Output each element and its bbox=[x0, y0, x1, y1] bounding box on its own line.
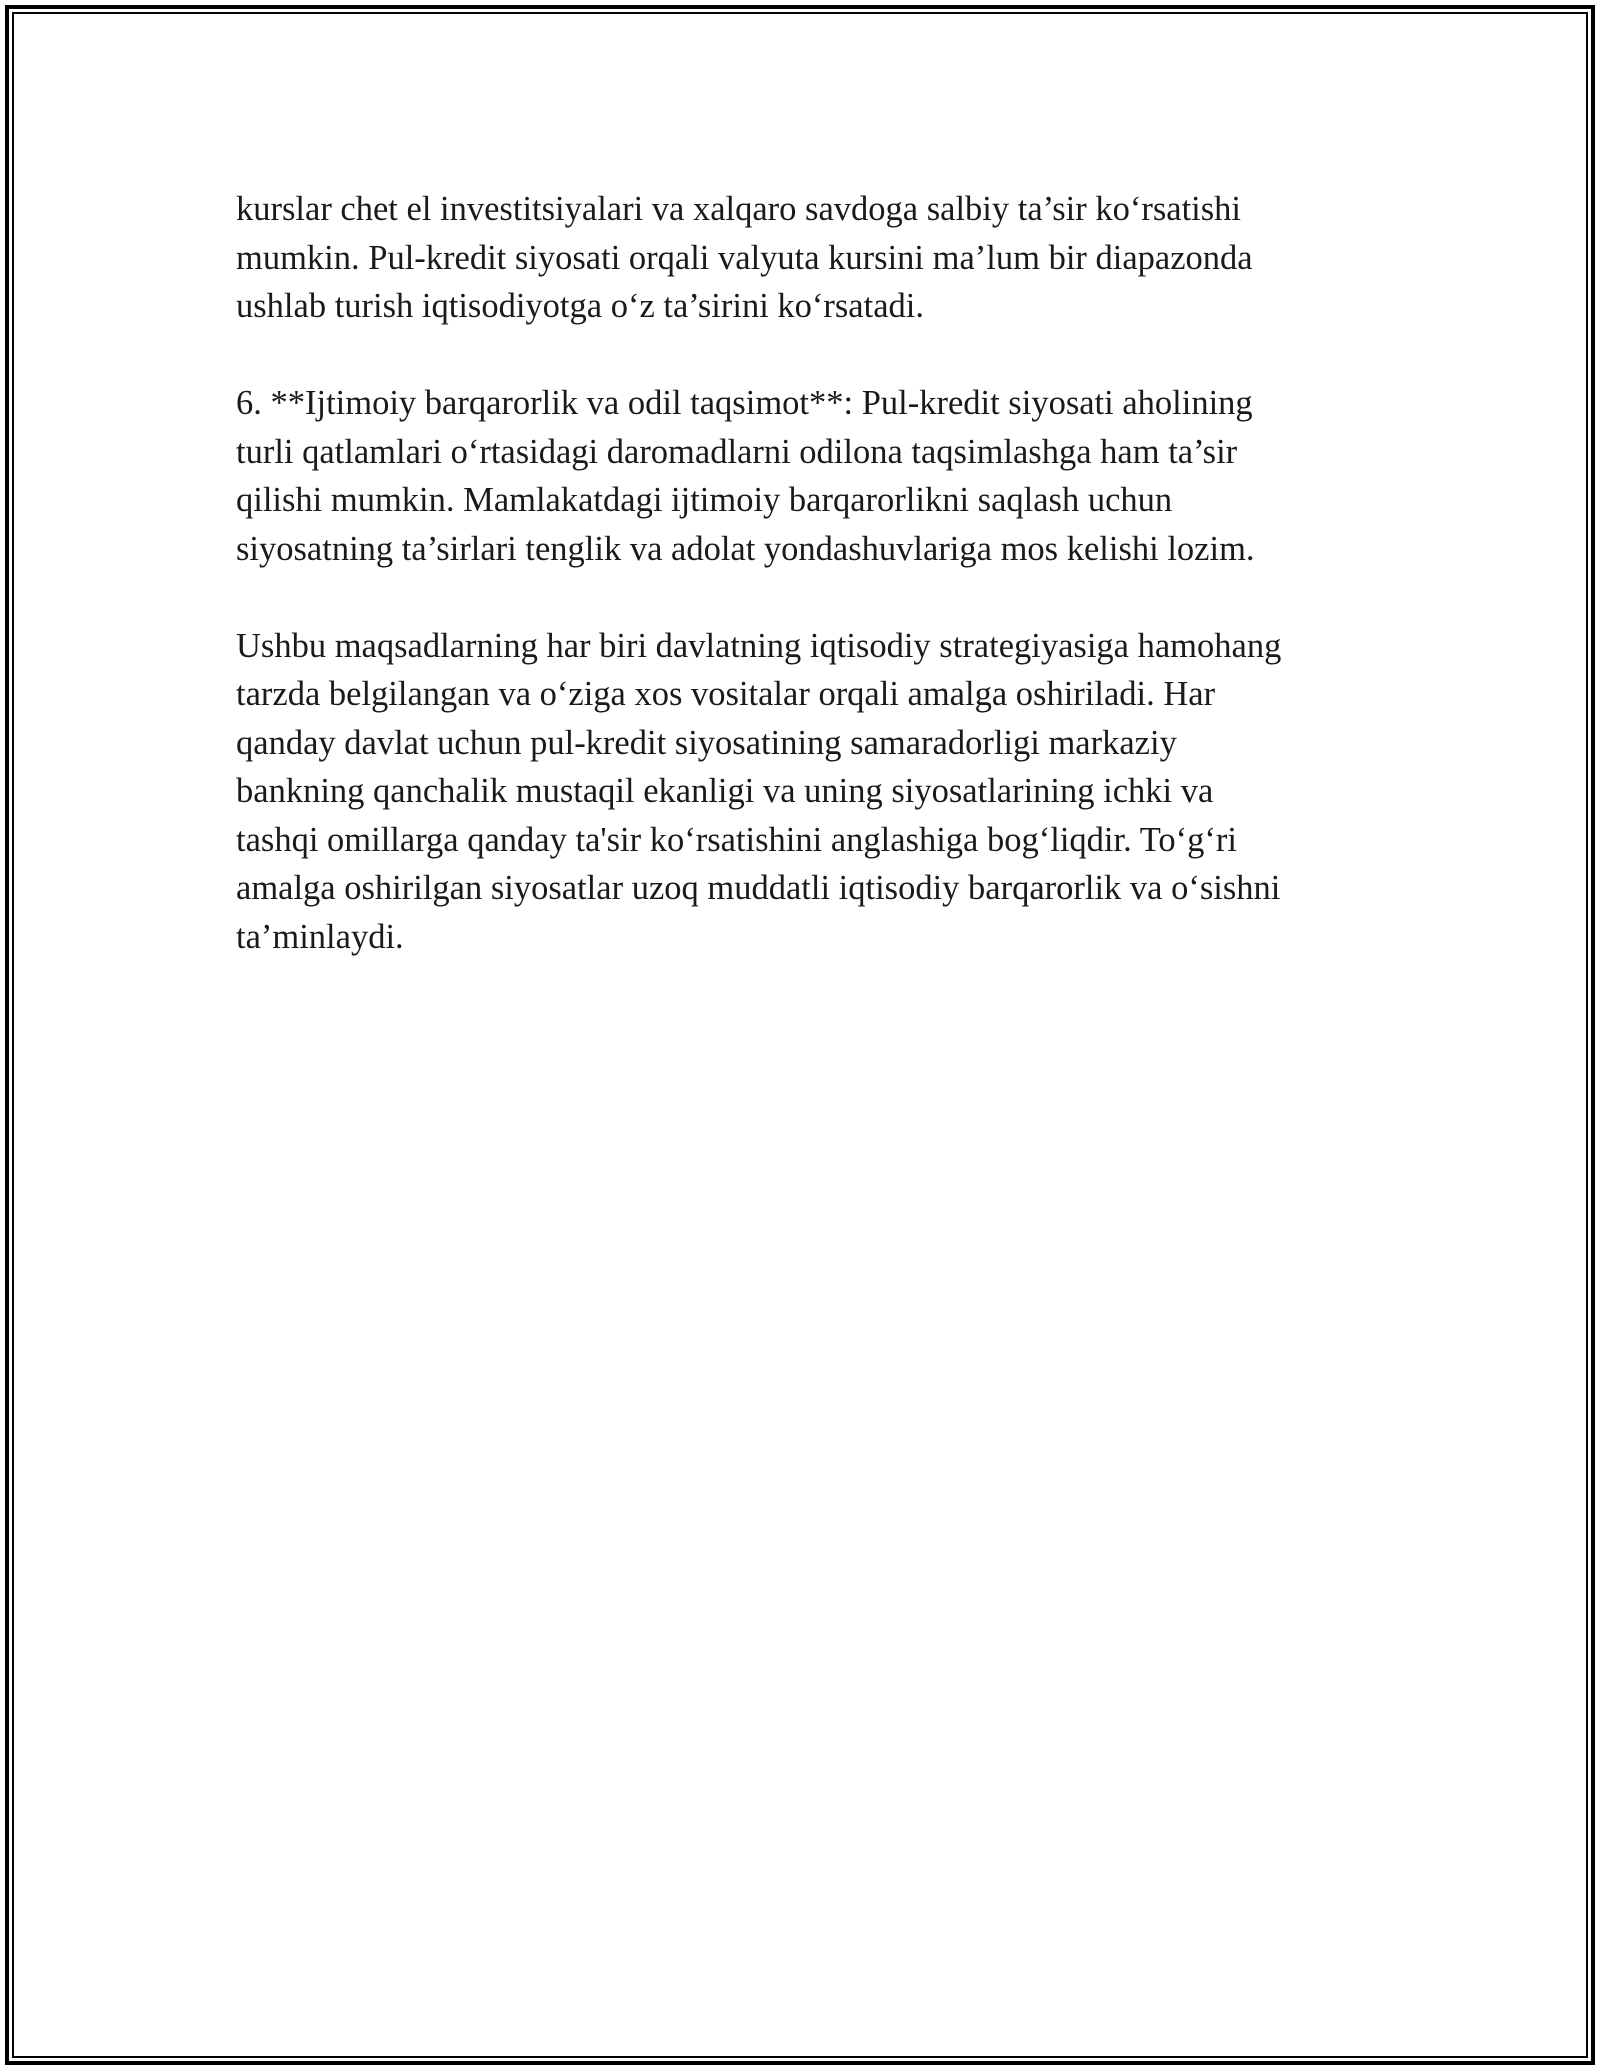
paragraph-social-stability: 6. **Ijtimoiy barqarorlik va odil taqsimot**: Pul-kredit siyosati aholining turli qatlamlari o‘rtasidagi daromadlarni odilona taqsimlashga ham ta’sir qilishi mumkin. Mamlakatdagi ijtimoiy barqarorlikni saqlash uchun siyosatning ta’sirlari tenglik va adolat yondashuvlariga mos kelishi lozim. bbox=[236, 384, 1255, 568]
document-body bbox=[236, 185, 1366, 961]
paragraph-conclusion: Ushbu maqsadlarning har biri davlatning iqtisodiy strategiyasiga hamohang tarzda belgilangan va o‘ziga xos vositalar orqali amalga oshiriladi. Har qanday davlat uchun pul-kredit siyosatining samaradorligi markaziy bankning qanchalik mustaqil ekanligi va uning siyosatlarining ichki va tashqi omillarga qanday ta'sir ko‘rsatishini anglashiga bog‘liqdir. To‘g‘ri amalga oshirilgan siyosatlar uzoq muddatli iqtisodiy barqarorlik va o‘sishni ta’minlaydi. bbox=[236, 626, 1282, 956]
paragraph-exchange-rate: kurslar chet el investitsiyalari va xalqaro savdoga salbiy ta’sir ko‘rsatishi mumkin. Pul-kredit siyosati orqali valyuta kursini ma’lum bir diapazonda ushlab turish iqtisodiyotga o‘z ta’sirini ko‘rsatadi. bbox=[236, 190, 1253, 325]
